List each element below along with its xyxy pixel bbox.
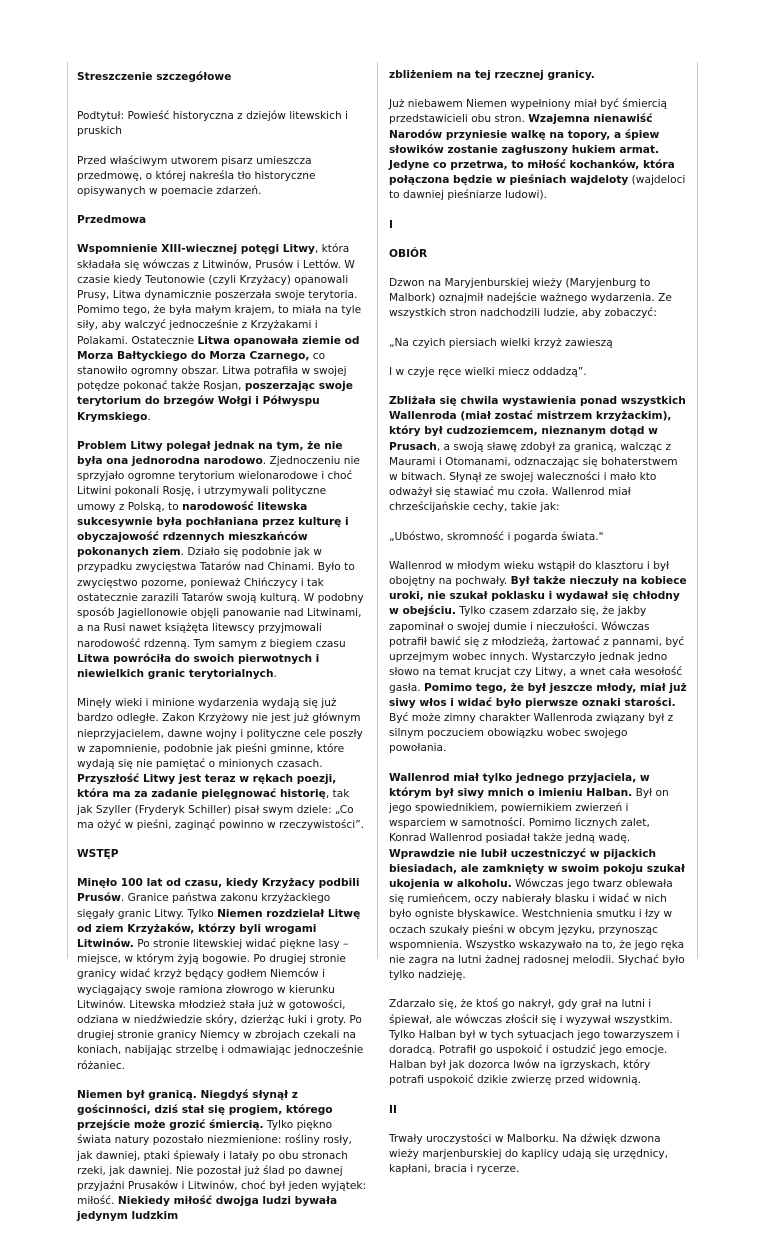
- document-title: Streszczenie szczegółowe: [77, 71, 232, 83]
- paragraph: [389, 68, 687, 83]
- bold-text-run: Minęło 100 lat od czasu, kiedy Krzyżacy podbili Prusów: [77, 877, 360, 905]
- intro-paragraph: Przed właściwym utworem pisarz umieszcza przedmowę, o której nakreśla tło historyczne opisywanych w poemacie zdarzeń.: [77, 154, 316, 198]
- paragraph: [77, 242, 367, 424]
- column-divider-left: [67, 62, 68, 959]
- text-run: co stanowiło ogromny obszar. Litwa potrafiła w swojej potędze pokonać także Rosjan,: [77, 349, 347, 393]
- quote-line: „Ubóstwo, skromność i pogarda świata.": [389, 530, 604, 543]
- bold-text-run: Wprawdzie nie lubił uczestniczyć w pijackich biesiadach, ale zamknięty w swoim pokoju szukał ukojenia w alkoholu.: [389, 847, 685, 890]
- column-divider-right: [697, 62, 698, 959]
- bold-text-run: Zbliżała się chwila wystawienia ponad wszystkich Wallenroda (miał zostać mistrzem krzyżackim), który był cudzoziemcem, nieznanym dotąd w Prusach: [389, 395, 686, 453]
- paragraph: [77, 1088, 367, 1225]
- bold-text-run: Wspomnienie XIII-wiecznej potęgi Litwy: [77, 243, 315, 256]
- subtitle-paragraph: Podtytuł: Powieść historyczna z dziejów litewskich i pruskich: [77, 110, 348, 138]
- text-run: Tylko piękno świata natury pozostało niezmienione: rośliny rosły, jak dawniej, ptaki śpiewały i latały po obu stronach rzeki, jak dawniej. Nie pozostał już ślad po dawnej przyjaźni Prusaków i Litwinów, choć był jeden wyjątek: miłość.: [77, 1119, 367, 1208]
- text-run: .: [147, 410, 151, 423]
- heading-part-i: I: [389, 218, 393, 231]
- paragraph: [77, 696, 367, 833]
- text-run: . Zjednoczeniu nie sprzyjało ogromne terytorium wielonarodowe i choć Litwini pokonali Rosję, i utrzymywali polityczne umowy z Polską, to: [77, 455, 360, 513]
- text-run: Wówczas jego twarz oblewała się rumieńcem, oczy nabierały blasku i widać w nich było ogniste błyskawice. Westchnienia smutku i łzy w oczach szukały pieśni w obcym języku, przynosząc wspomnienia. Wszystko wskazywało na to, że jego ręka nie zagra na lutni żadnej radosnej melodii. Słychać było tylko nadzieję.: [389, 877, 685, 982]
- quote-line: I w czyje ręce wielki miecz oddadzą”.: [389, 365, 587, 378]
- right-column: [389, 62, 687, 1191]
- text-run: . Działo się podobnie jak w przypadku zwycięstwa Tatarów nad Chinami. Było to zwycięstwo pozorne, ponieważ Chińczycy i tak ostatecznie zarazili Tatarów swoją kulturą. W podobny sposób Jagiellonowie objęli panowanie nad Litwinami, a na Rusi nawet książęta litewscy przyjmowali narodowość rdzenną. Tym samym z biegiem czasu: [77, 546, 364, 650]
- paragraph: [77, 876, 367, 1074]
- bold-text-run: Przyszłość Litwy jest teraz w rękach poezji, która ma za zadanie pielęgnować historię: [77, 773, 337, 801]
- paragraph: [389, 771, 687, 984]
- left-column: [77, 62, 367, 1239]
- bold-text-run: Wallenrod miał tylko jednego przyjaciela, w którym był siwy mnich o imieniu Halban.: [389, 771, 650, 799]
- text-run: . Granice państwa zakonu krzyżackiego sięgały granic Litwy. Tylko: [77, 892, 331, 920]
- text-run: Tylko czasem zdarzało się, że jakby zapominał o swojej dumie i nieczułości. Wówczas potrafił bawić się z młodzieżą, żartować z pannami, być uprzejmym wobec innych. Wystarczyło jednak jedno słowo na temat krucjat czy Litwy, a wnet cała wesołość gasła.: [389, 605, 685, 694]
- bold-text-run: Wzajemna nienawiść Narodów przyniesie walkę na topory, a śpiew słowików zostanie zagłuszony hukiem armat. Jedyne co przetrwa, to miłość kochanków, która połączona będzie w pieśniach wajdeloty: [389, 113, 675, 187]
- bold-text-run: Problem Litwy polegał jednak na tym, że nie była ona jednorodna narodowo: [77, 439, 343, 468]
- text-run: Po stronie litewskiej widać piękne lasy – miejsce, w którym żyją bogowie. Po drugiej stronie granicy widać krzyż będący godłem Niemców i wyciągający swoje ramiona złowrogo w kierunku Litwinów. Litewska młodzież stała już w gotowości, odziana w niedźwiedzie skóry, dzierżąc łuki i groty. Po drugiej stronie granicy Niemcy w zbrojach czekali na koniach, nabijając strzelbę i odmawiając jednocześnie różaniec.: [77, 937, 364, 1072]
- bold-text-run: narodowość litewska sukcesywnie była pochłaniana przez kulturę i obyczajowość rdzennych mieszkańców pokonanych ziem: [77, 500, 349, 559]
- paragraph: Dzwon na Maryjenburskiej wieży (Maryjenburg to Malbork) oznajmił nadejście ważnego wydarzenia. Ze wszystkich stron nadchodzili ludzie, aby zobaczyć:: [389, 277, 672, 320]
- text-run: Minęły wieki i minione wydarzenia wydają się już bardzo odległe. Zakon Krzyżowy nie jest już głównym nieprzyjacielem, dawne wojny i polityczne cele poszły w zapomnienie, podobnie jak pieśni gminne, które wydają się nie pamiętać o minionych czasach.: [77, 697, 363, 770]
- heading-przedmowa: Przedmowa: [77, 214, 147, 227]
- text-run: Być może zimny charakter Wallenroda związany był z silnym poczuciem obowiązku wobec swojego powołania.: [389, 711, 674, 755]
- bold-text-run: zbliżeniem na tej rzecznej granicy.: [389, 69, 595, 81]
- bold-text-run: Niekiedy miłość dwojga ludzi bywała jedynym ludzkim: [77, 1195, 338, 1223]
- text-run: , tak jak Szyller (Fryderyk Schiller) pisał swym dziele: „Co ma ożyć w pieśni, zaginąć powinno w rzeczywistości”.: [77, 788, 365, 831]
- text-run: Wallenrod w młodym wieku wstąpił do klasztoru i był obojętny na pochwały.: [389, 559, 670, 588]
- text-run: , która składała się wówczas z Litwinów, Prusów i Lettów. W czasie kiedy Teutonowie (czyli Krzyżacy) opanowali Prusy, Litwa dynamicznie poszerzała swoje terytoria. Pomimo tego, że była małym krajem, to miała na tyle siły, aby walczyć jednocześnie z Krzyżakami i Polakami. Ostatecznie: [77, 243, 362, 347]
- bold-text-run: Litwa opanowała ziemie od Morza Bałtyckiego do Morza Czarnego,: [77, 334, 360, 362]
- paragraph: [389, 97, 687, 203]
- heading-obior: OBIÓR: [389, 247, 428, 260]
- bold-text-run: Był także nieczuły na kobiece uroki, nie szukał poklasku i wydawał się chłodny w obejściu.: [389, 575, 687, 618]
- paragraph: Zdarzało się, że ktoś go nakrył, gdy grał na lutni i śpiewał, ale wówczas złościł się i wyzywał wszystkim. Tylko Halban był w tych sytuacjach jego towarzyszem i doradcą. Potrafił go uspokoić i ostudzić jego emocje. Halban był jak dozorca lwów na igrzyskach, który potrafi uspokoić dzikie zwierzę przed widownią.: [389, 998, 680, 1087]
- quote-line: „Na czyich piersiach wielki krzyż zawieszą: [389, 336, 613, 349]
- text-run: Już niebawem Niemen wypełniony miał być śmiercią przedstawicieli obu stron.: [389, 98, 668, 126]
- paragraph: Trwały uroczystości w Malborku. Na dźwięk dzwona wieży marjenburskiej do kaplicy udają się urzędnicy, kapłani, bracia i rycerze.: [389, 1132, 669, 1176]
- paragraph: [389, 394, 687, 516]
- heading-wstep: WSTĘP: [77, 847, 119, 860]
- bold-text-run: Pomimo tego, że był jeszcze młody, miał już siwy włos i widać było pierwsze oznaki starości.: [389, 681, 687, 709]
- bold-text-run: poszerzając swoje terytorium do brzegów Wołgi i Półwyspu Krymskiego: [77, 380, 353, 423]
- column-divider-middle: [377, 62, 378, 959]
- text-run: (wajdeloci to dawniej pieśniarze ludowi).: [389, 174, 686, 202]
- bold-text-run: Niemen był granicą. Niegdyś słynął z gościnności, dziś stał się progiem, którego przejście może grozić śmiercią.: [77, 1088, 333, 1132]
- text-run: .: [273, 667, 277, 680]
- paragraph: [77, 439, 367, 682]
- heading-part-ii: II: [389, 1103, 397, 1116]
- text-run: Był on jego spowiednikiem, powiernikiem zwierzeń i wsparciem w samotności. Pomimo licznych zalet, Konrad Wallenrod posiadał także jedną wadę.: [389, 786, 669, 845]
- bold-text-run: Litwa powróciła do swoich pierwotnych i niewielkich granic terytorialnych: [77, 652, 320, 680]
- paragraph: [389, 559, 687, 757]
- bold-text-run: Niemen rozdzielał Litwę od ziem Krzyżaków, którzy byli wrogami Litwinów.: [77, 907, 361, 950]
- text-run: , a swoją sławę zdobył za granicą, walcząc z Maurami i Otomanami, odznaczając się bohaterstwem w bitwach. Słynął ze swojej waleczności i mało kto odważył się stawiać mu czoła. Wallenrod miał chrześcijańskie cechy, takie jak:: [389, 440, 678, 514]
